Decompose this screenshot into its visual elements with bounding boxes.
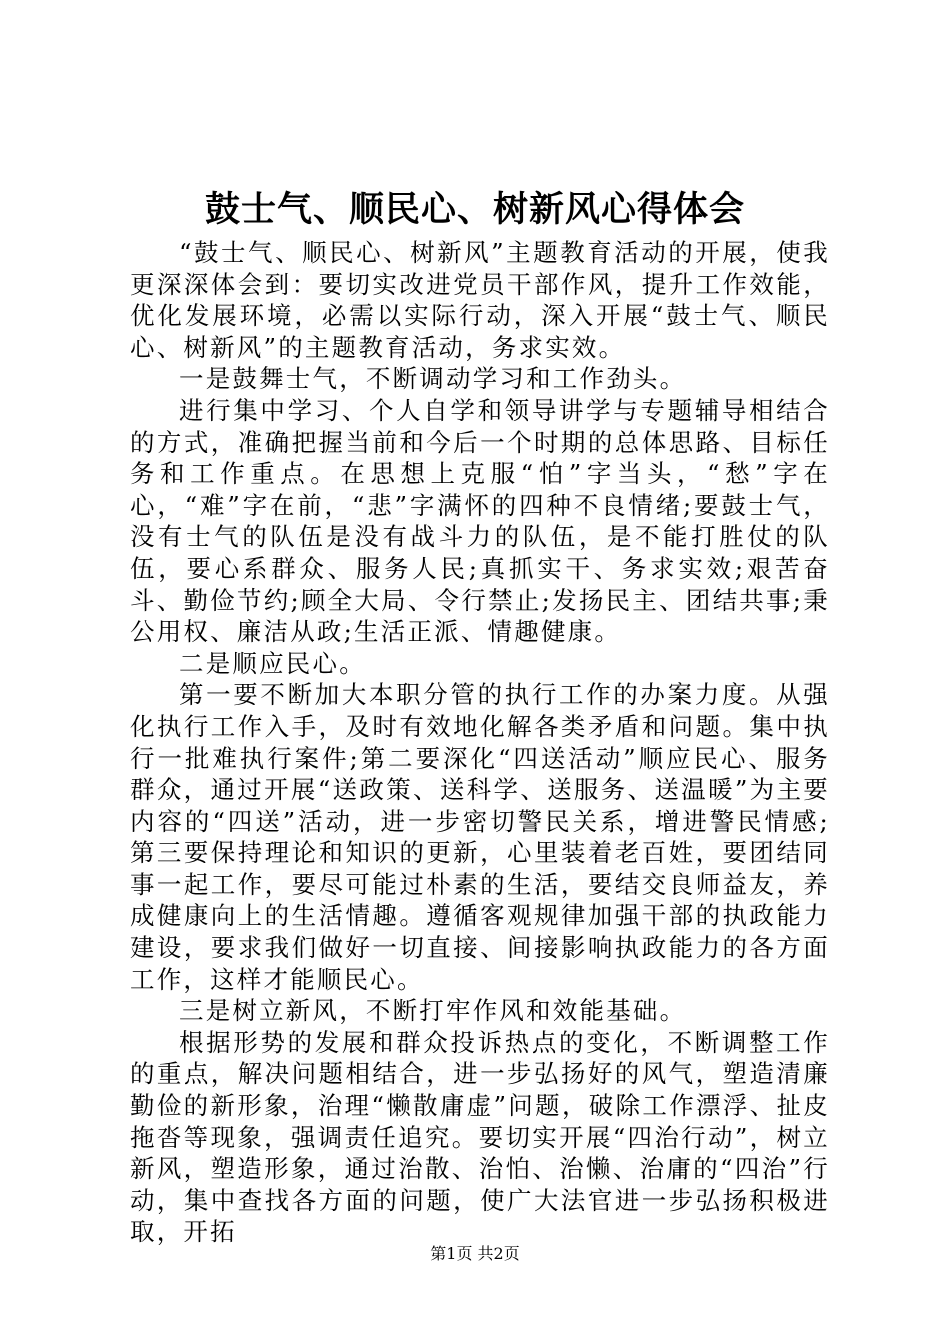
paragraph-body-2: 第一要不断加大本职分管的执行工作的办案力度。从强化执行工作入手，及时有效地化解各类矛盾和问题。集中执行一批难执行案件;第二要深化“四送活动”顺应民心、服务群众，通过开展“送政策、送科学、送服务、送温暖”为主要内容的“四送”活动，进一步密切警民关系，增进警民情感;第三要保持理论和知识的更新，心里装着老百姓，要团结同事一起工作，要尽可能过朴素的生活，要结交良师益友，养成健康向上的生活情趣。遵循客观规律加强干部的执政能力建设，要求我们做好一切直接、间接影响执政能力的各方面工作，这样才能顺民心。	[130, 680, 830, 994]
paragraph-body-3: 根据形势的发展和群众投诉热点的变化，不断调整工作的重点，解决问题相结合，进一步弘扬好的风气，塑造清廉勤俭的新形象，治理“懒散庸虚”问题，破除工作漂浮、扯皮拖沓等现象，强调责任追究。要切实开展“四治行动”，树立新风，塑造形象，通过治散、治怕、治懒、治庸的“四治”行动，集中查找各方面的问题，使广大法官进一步弘扬积极进取，开拓	[130, 1027, 830, 1247]
document-body	[130, 237, 830, 1248]
page-number-footer: 第1页 共2页	[430, 1244, 520, 1263]
paragraph-intro: “鼓士气、顺民心、树新风”主题教育活动的开展，使我更深深体会到：要切实改进党员干部作风，提升工作效能，优化发展环境，必需以实际行动，深入开展“鼓士气、顺民心、树新风”的主题教育活动，务求实效。	[130, 238, 830, 362]
paragraph-body-1: 进行集中学习、个人自学和领导讲学与专题辅导相结合的方式，准确把握当前和今后一个时期的总体思路、目标任务和工作重点。在思想上克服“怕”字当头，“愁”字在心，“难”字在前，“悲”字满怀的四种不良情绪;要鼓士气，没有士气的队伍是没有战斗力的队伍，是不能打胜仗的队伍，要心系群众、服务人民;真抓实干、务求实效;艰苦奋斗、勤俭节约;顾全大局、令行禁止;发扬民主、团结共事;秉公用权、廉洁从政;生活正派、情趣健康。	[130, 395, 830, 647]
page-title: 鼓士气、顺民心、树新风心得体会	[204, 189, 745, 230]
paragraph-heading-2: 二是顺应民心。	[179, 648, 366, 678]
paragraph-heading-3: 三是树立新风，不断打牢作风和效能基础。	[179, 996, 687, 1026]
paragraph-heading-1: 一是鼓舞士气，不断调动学习和工作劲头。	[179, 364, 687, 394]
